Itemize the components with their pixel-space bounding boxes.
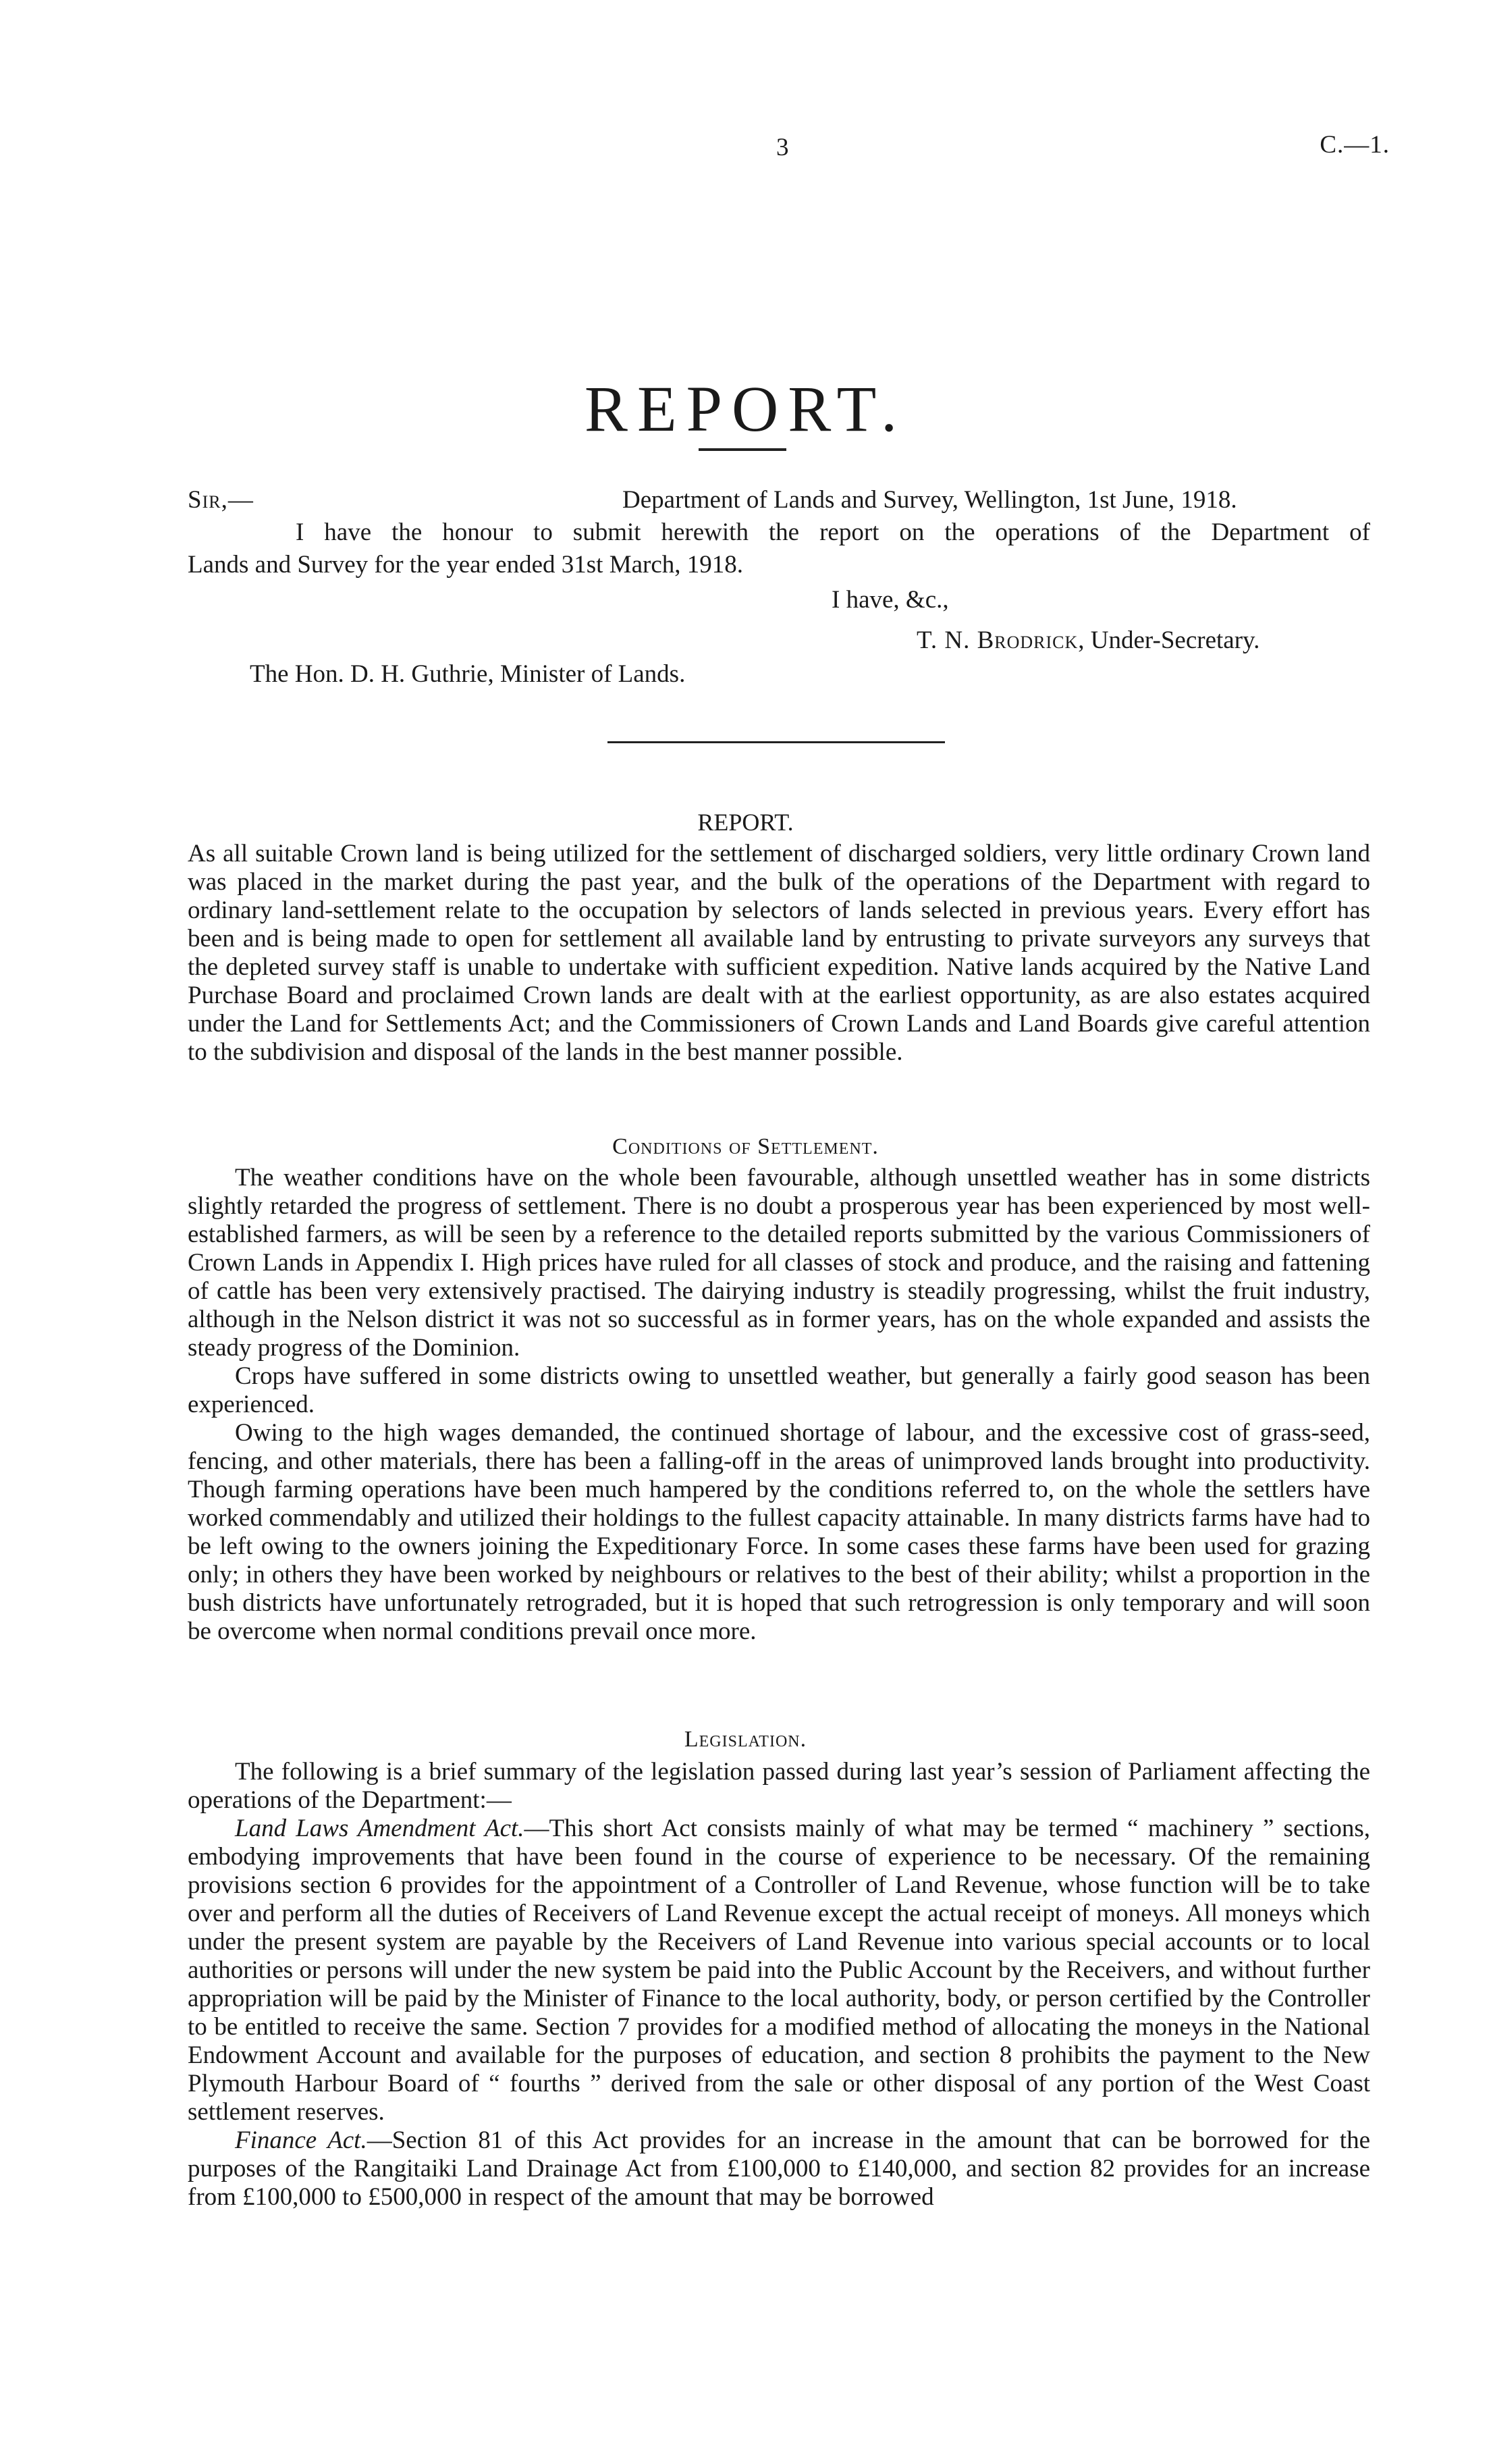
conditions-paragraph-3: Owing to the high wages demanded, the continued shortage of labour, and the excessive cost of grass-seed, fencing, and other materials, there has been a falling-off in the areas of unimproved lands brought into productivity. Though farming operations have been much hampered by the conditions referred to, on the whole the settlers have worked commendably and utilized their holdings to the fullest capacity attainable. In many districts farms have had to be left owing to the owners joining the Expeditionary Force. In some cases these farms have been used for grazing only; in others they have been worked by neighbours or relatives to the best of their ability; whilst a proportion in the bush districts have unfortunately retrograded, but it is hoped that such retrogression is only temporary and will soon be overcome when normal conditions prevail once more. (188, 1419, 1370, 1645)
section-divider (607, 741, 945, 743)
letter-recipient: The Hon. D. H. Guthrie, Minister of Lands. (250, 660, 686, 688)
legislation-heading: Legislation. (684, 1727, 807, 1752)
legislation-intro: The following is a brief summary of the legislation passed during last year’s session of Parliament affecting the operations of the Department:— (188, 1758, 1370, 1814)
intro-paragraph: As all suitable Crown land is being utilized for the settlement of discharged soldiers, very little ordinary Crown land was placed in the market during the past year, and the bulk of the operations of the Department with regard to ordinary land-settlement relate to the occupation by selectors of lands selected in previous years. Every effort has been and is being made to open for settlement all available land by entrusting to private surveyors any surveys that the depleted survey staff is unable to undertake with sufficient expedition. Native lands acquired by the Native Land Purchase Board and proclaimed Crown lands are dealt with at the earliest opportunity, as are also estates acquired under the Land for Settlements Act; and the Commissioners of Crown Lands and Land Boards give careful attention to the subdivision and disposal of the lands in the best manner possible. (188, 840, 1370, 1066)
report-heading: REPORT. (697, 809, 794, 836)
finance-act-paragraph (188, 2126, 1370, 2212)
intro-block (188, 840, 1370, 1067)
letter-closing: I have, &c., (832, 586, 949, 614)
conditions-heading: Conditions of Settlement. (612, 1134, 879, 1159)
land-laws-act-text: —This short Act consists mainly of what may be termed “ machinery ” sections, embodying improvements that have been found in the course of experience to be necessary. Of the remaining provisions section 6 provides for the appointment of a Controller of Land Revenue, whose function will be to take over and perform all the duties of Receivers of Land Revenue except the actual receipt of moneys. All moneys which under the present system are payable by the Receivers of Land Revenue into various special accounts or to local authorities or persons will under the new system be paid into the Public Account by the Receivers, and without further appropriation will be paid by the Minister of Finance to the local authority, body, or person certified by the Controller to be entitled to receive the same. Section 7 provides for a modified method of allocating the moneys in the National Endowment Account and available for the purposes of education, and section 8 prohibits the payment to the New Plymouth Harbour Board of “ fourths ” derived from the sale or other disposal of any portion of the West Coast settlement reserves. (188, 1815, 1371, 2126)
letter-body-line-2: Lands and Survey for the year ended 31st March, 1918. (188, 551, 744, 579)
page-number: 3 (776, 134, 789, 161)
land-laws-act-title: Land Laws Amendment Act. (235, 1815, 524, 1842)
letter-salutation: Sir,— (188, 486, 254, 514)
finance-act-text: —Section 81 of this Act provides for an increase in the amount that can be borrowed for the purposes of the Rangitaiki Land Drainage Act from £100,000 to £140,000, and section 82 provides for an increase from £100,000 to £500,000 in respect of the amount that may be borrowed (188, 2126, 1370, 2211)
title-rule (699, 448, 786, 451)
signature-title: , Under-Secretary. (1078, 626, 1260, 654)
conditions-block (188, 1164, 1370, 1646)
letter-signature (917, 628, 1259, 653)
document-code: C.—1. (1320, 131, 1390, 159)
land-laws-paragraph (188, 1815, 1370, 2126)
letter-body-line-1: I have the honour to submit herewith the report on the operations of the Department of (296, 518, 1370, 546)
conditions-paragraph-2: Crops have suffered in some districts owing to unsettled weather, but generally a fairly good season has been experienced. (188, 1362, 1370, 1418)
signature-name: T. N. Brodrick (917, 626, 1079, 654)
finance-act-title: Finance Act. (235, 2126, 367, 2154)
page-title: REPORT. (584, 373, 907, 445)
letter-address: Department of Lands and Survey, Wellington, 1st June, 1918. (622, 486, 1237, 514)
legislation-block (188, 1758, 1370, 2212)
conditions-paragraph-1: The weather conditions have on the whole been favourable, although unsettled weather has in some districts slightly retarded the progress of settlement. There is no doubt a prosperous year has been experienced by most well-established farmers, as will be seen by a reference to the detailed reports submitted by the various Commissioners of Crown Lands in Appendix I. High prices have ruled for all classes of stock and produce, and the raising and fattening of cattle has been very extensively practised. The dairying industry is steadily progressing, whilst the fruit industry, although in the Nelson district it was not so successful as in former years, has on the whole expanded and assists the steady progress of the Dominion. (188, 1164, 1370, 1362)
